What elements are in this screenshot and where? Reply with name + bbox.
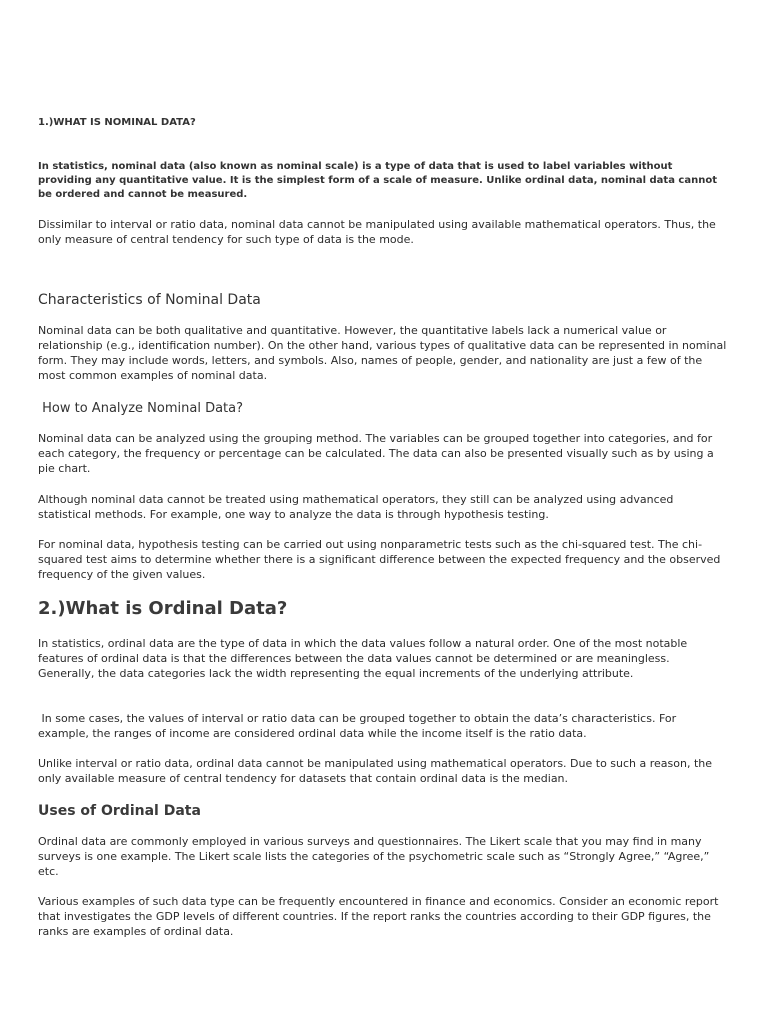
paragraph-some-cases: In some cases, the values of interval or ratio data can be grouped together to obtain the data’s characteristics. For example, the ranges of income are considered ordinal data while the income itself is the ratio data. (38, 712, 680, 740)
intro-paragraph: In statistics, nominal data (also known as nominal scale) is a type of data that is used to label variables without providing any quantitative value. It is the simplest form of a scale of measure. Unlike ordinal data, nominal data cannot be ordered and cannot be measured. (38, 161, 717, 200)
paragraph-finance: Various examples of such data type can be frequently encountered in finance and economics. Consider an economic report that investigates the GDP levels of different countries. If the report ranks the countries according to their GDP figures, the ranks are examples of ordinal data. (38, 895, 719, 938)
paragraph-grouping: Nominal data can be analyzed using the grouping method. The variables can be grouped together into categories, and for each category, the frequency or percentage can be calculated. The data can also be presented visually such as by using a pie chart. (38, 432, 714, 475)
section-heading-nominal: 1.)WHAT IS NOMINAL DATA? (38, 117, 196, 128)
heading-characteristics: Characteristics of Nominal Data (38, 292, 261, 308)
paragraph-ordinal: In statistics, ordinal data are the type of data in which the data values follow a natural order. One of the most notable features of ordinal data is that the differences between the data values cannot be determined or are meaningless. Generally, the data categories lack the width representing the equal increments of the underlying attribute. (38, 637, 688, 680)
heading-analyze: How to Analyze Nominal Data? (38, 401, 244, 416)
paragraph-dissimilar: Dissimilar to interval or ratio data, nominal data cannot be manipulated using available mathematical operators. Thus, the only measure of central tendency for such type of data is the mode. (38, 218, 716, 246)
paragraph-unlike: Unlike interval or ratio data, ordinal data cannot be manipulated using mathematical operators. Due to such a reason, the only available measure of central tendency for datasets that contain ordinal data is the median. (38, 757, 713, 785)
paragraph-characteristics: Nominal data can be both qualitative and quantitative. However, the quantitative labels lack a numerical value or relationship (e.g., identification number). On the other hand, various types of qualitative data can be represented in nominal form. They may include words, letters, and symbols. Also, names of people, gender, and nationality are just a few of the most common examples of nominal data. (38, 324, 727, 382)
section-heading-ordinal: 2.)What is Ordinal Data? (38, 598, 288, 619)
paragraph-advanced: Although nominal data cannot be treated using mathematical operators, they still can be analyzed using advanced statistical methods. For example, one way to analyze the data is through hypothesis testing. (38, 493, 674, 521)
heading-uses: Uses of Ordinal Data (38, 803, 201, 819)
paragraph-surveys: Ordinal data are commonly employed in various surveys and questionnaires. The Likert scale that you may find in many surveys is one example. The Likert scale lists the categories of the psychometric scale such as “Strongly Agree,” “Agree,” etc. (38, 835, 710, 878)
paragraph-chi-squared: For nominal data, hypothesis testing can be carried out using nonparametric tests such as the chi-squared test. The chi-squared test aims to determine whether there is a significant difference between the expected frequency and the observed frequency of the given values. (38, 538, 721, 581)
